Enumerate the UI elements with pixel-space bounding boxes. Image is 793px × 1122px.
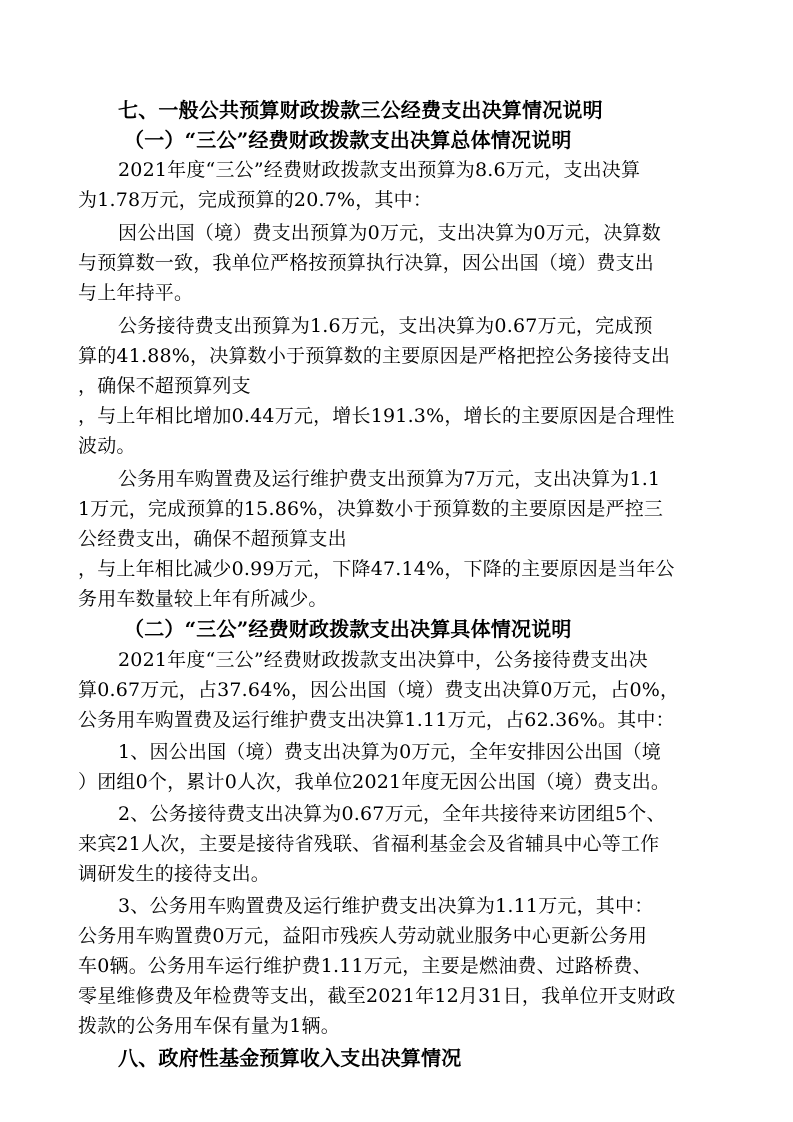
paragraph-line: 因公出国（境）费支出预算为0万元，支出决算为0万元，决算数 [118, 222, 661, 244]
paragraph-line: 来宾21人次，主要是接待省残联、省福利基金会及省辅具中心等工作 [78, 833, 660, 855]
paragraph-line: 务用车数量较上年有所减少。 [78, 588, 328, 610]
paragraph-line: 与上年持平。 [78, 282, 194, 304]
paragraph-line: 2021年度“三公”经费财政拨款支出预算为8.6万元，支出决算 [118, 159, 641, 181]
paragraph-line: ，确保不超预算列支 [78, 375, 251, 397]
paragraph-line: 2021年度“三公”经费财政拨款支出决算中，公务接待费支出决 [118, 649, 648, 671]
paragraph-line: 公务用车购置费及运行维护费支出决算1.11万元，占62.36%。其中： [78, 709, 675, 731]
paragraph-line: 公务用车购置费0万元，益阳市残疾人劳动就业服务中心更新公务用 [78, 925, 648, 947]
paragraph-line: 1万元，完成预算的15.86%，决算数小于预算数的主要原因是严控三 [78, 498, 664, 520]
paragraph-line: 算0.67万元，占37.64%，因公出国（境）费支出决算0万元，占0%， [78, 679, 680, 701]
paragraph-line: ，与上年相比增加0.44万元，增长191.3%，增长的主要原因是合理性 [78, 405, 675, 427]
paragraph-line: 公务接待费支出预算为1.6万元，支出决算为0.67万元，完成预 [118, 315, 653, 337]
paragraph-line: 车0辆。公务用车运行维护费1.11万元，主要是燃油费、过路桥费、 [78, 955, 652, 977]
paragraph-line: 3、公务用车购置费及运行维护费支出决算为1.11万元，其中： [118, 895, 654, 917]
subsection-heading-two: （二）“三公”经费财政拨款支出决算具体情况说明 [124, 617, 572, 641]
paragraph-line: 1、因公出国（境）费支出决算为0万元，全年安排因公出国（境 [118, 741, 661, 763]
paragraph-line: 算的41.88%，决算数小于预算数的主要原因是严格把控公务接待支出 [78, 345, 671, 367]
paragraph-line: ，与上年相比减少0.99万元，下降47.14%，下降的主要原因是当年公 [78, 558, 675, 580]
subsection-heading-one: （一）“三公”经费财政拨款支出决算总体情况说明 [124, 128, 572, 152]
paragraph-line: 为1.78万元，完成预算的20.7%，其中： [78, 189, 433, 211]
paragraph-line: ）团组0个，累计0人次，我单位2021年度无因公出国（境）费支出。 [78, 771, 671, 793]
section-heading-eight: 八、政府性基金预算收入支出决算情况 [118, 1046, 462, 1070]
paragraph-line: 波动。 [78, 435, 136, 457]
paragraph-line: 零星维修费及年检费等支出，截至2021年12月31日，我单位开支财政 [78, 985, 676, 1007]
section-heading-seven: 七、一般公共预算财政拨款三公经费支出决算情况说明 [118, 98, 603, 122]
paragraph-line: 公务用车购置费及运行维护费支出预算为7万元，支出决算为1.1 [118, 468, 661, 490]
paragraph-line: 拨款的公务用车保有量为1辆。 [78, 1015, 340, 1037]
paragraph-line: 2、公务接待费支出决算为0.67万元，全年共接待来访团组5个、 [118, 803, 666, 825]
paragraph-line: 与预算数一致，我单位严格按预算执行决算，因公出国（境）费支出 [78, 252, 655, 274]
paragraph-line: 公经费支出，确保不超预算支出 [78, 528, 347, 550]
paragraph-line: 调研发生的接待支出。 [78, 863, 271, 885]
